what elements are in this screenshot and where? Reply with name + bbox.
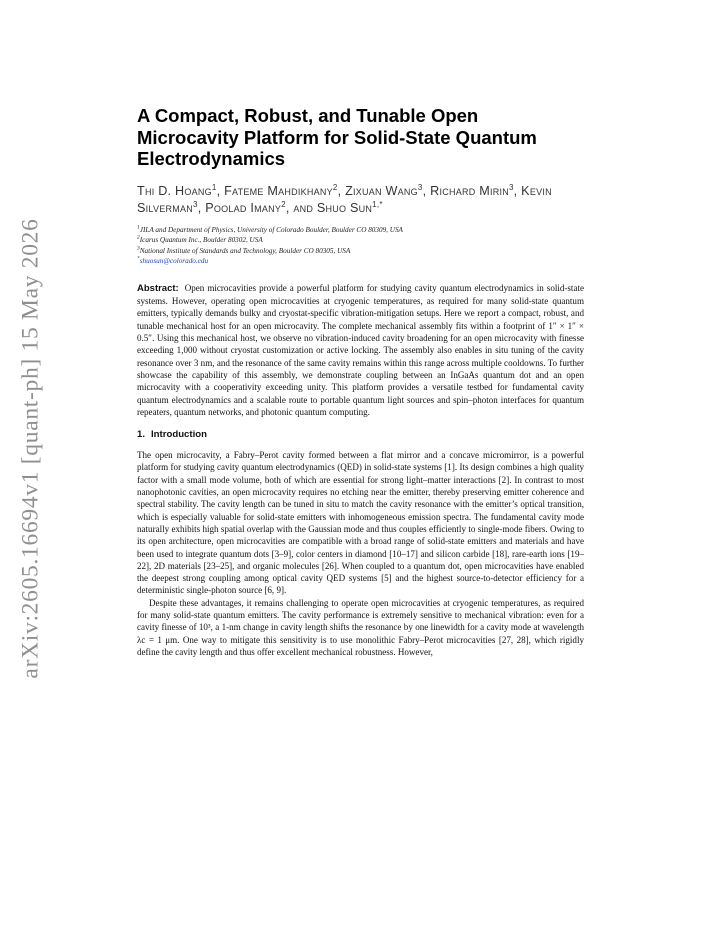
abstract (137, 282, 584, 418)
abstract-text: Open microcavities provide a powerful platform for studying cavity quantum electrodynamics in solid-state systems. However, operating open microcavities at cryogenic temperatures, as required for many solid-state quantum emitters, typically demands bulky and cryostat-specific vibration-mitigation setups. Here we report a compact, robust, and tunable mechanical host for an open microcavity. The complete mechanical assembly fits within a footprint of 1″ × 1″ × 0.5″. Using this mechanical host, we observe no vibration-induced cavity broadening for an open microcavity with finesse exceeding 1,000 without cryostat customization or active locking. The assembly also enables in situ tuning of the cavity resonance over 3 nm, and the resonance of the same cavity remains within this range across multiple cooldowns. To further showcase the capability of this assembly, we demonstrate coupling between an InGaAs quantum dot and an open microcavity with a cooperativity exceeding unity. This platform provides a versatile testbed for fundamental cavity quantum electrodynamics and a scalable route to portable quantum light sources and spin–photon interfaces for quantum repeaters, quantum networks, and photonic quantum computing. (137, 282, 584, 417)
author-name: Richard Mirin (430, 183, 509, 198)
title-line: Electrodynamics (137, 148, 286, 169)
body-paragraph: Despite these advantages, it remains challenging to operate open microcavities at cryogenic temperatures, as required for many solid-state quantum emitters. The cavity performance is extremely sensitive to mechanical vibration: even for a cavity finesse of 10³, a 1-nm change in cavity length shifts the resonance by one linewidth for a cavity mode at wavelength λc = 1 μm. One way to mitigate this sensitivity is to use monolithic Fabry–Perot microcavities [27, 28], which rigidly define the cavity length and thus offer excellent mechanical robustness. However, (137, 597, 584, 657)
author-affiliation-mark: 3 (417, 182, 423, 192)
author-name: Thi D. Hoang (137, 183, 212, 198)
author-name: Poolad Imany (205, 200, 282, 215)
author-affiliation-mark: 1,* (372, 199, 383, 209)
corresponding-email[interactable] (137, 256, 584, 267)
section-number: 1. (137, 429, 146, 441)
affiliation-text: National Institute of Standards and Technology, Boulder CO 80305, USA (139, 246, 351, 255)
affiliation-text: JILA and Department of Physics, University of Colorado Boulder, Boulder CO 80309, USA (139, 225, 403, 234)
affiliation-line (137, 235, 584, 246)
arxiv-side-stamp (8, 217, 54, 679)
author-affiliation-mark: 2 (281, 199, 286, 209)
title-line: A Compact, Robust, and Tunable Open (137, 105, 479, 126)
affiliation-text: Icarus Quantum Inc., Boulder 80302, USA (139, 236, 263, 245)
affiliation-line (137, 225, 584, 236)
section-title: Introduction (151, 429, 207, 441)
author-name: Shuo Sun (316, 200, 373, 215)
author-name: Kevin Silverman (137, 183, 552, 215)
author-affiliation-mark: 1 (211, 182, 217, 192)
author-affiliation-mark: 2 (332, 182, 338, 192)
affiliation-mark: * (137, 255, 140, 262)
arxiv-identifier: arXiv:2605.16694v1 [quant-ph] 15 May 2026 (17, 217, 44, 679)
body-paragraph: The open microcavity, a Fabry–Perot cavity formed between a flat mirror and a concave micromirror, is a powerful platform for studying cavity quantum electrodynamics (QED) in solid-state systems [1]. Its design combines a high quality factor with a small mode volume, both of which are essential for strong light–matter interactions [2]. In contrast to most nanophotonic cavities, an open microcavity requires no etching near the emitter, thereby preserving emitter coherence and spectral stability. The cavity length can be tuned in situ to match the cavity resonance with the emitter’s optical transition, which is especially valuable for solid-state emitters with inhomogeneous emission spectra. The fundamental cavity mode naturally exhibits high spatial overlap with the Gaussian mode and thus couples efficiently to single-mode fibers. Owing to its open architecture, open microcavities are compatible with a broad range of solid-state emitters and materials and have been used to integrate quantum dots [3–9], color centers in diamond [10–17] and silicon carbide [18], rare-earth ions [19–22], 2D materials [23–25], and organic molecules [26]. When coupled to a quantum dot, open microcavities have enabled the deepest strong coupling among optical cavity QED systems [5] and the highest source-to-detector efficiency for a deterministic single-photon source [6, 9]. (137, 450, 584, 596)
author-name: Zixuan Wang (345, 183, 418, 198)
paper-page (137, 105, 584, 658)
section-heading-introduction (137, 429, 584, 441)
paper-title (137, 105, 584, 170)
author-affiliation-mark: 3 (508, 182, 514, 192)
title-line: Microcavity Platform for Solid-State Quantum (137, 126, 537, 148)
author-affiliation-mark: 3 (193, 199, 198, 209)
author-list: Thi D. Hoang$^1$, Fateme Mahdikhany$^2$, Zixuan Wang$^3$, Richard Mirin$^3$, Kevin Silverman$^3$, Poolad Imany$^2$, and Shuo Sun$^{1,*}$ (137, 182, 552, 215)
affiliation-mark: 2 (137, 234, 140, 241)
affiliation-list (137, 225, 584, 267)
author-name: Fateme Mahdikhany (224, 183, 333, 198)
affiliation-text: shuosun@colorado.edu (139, 257, 209, 266)
affiliation-mark: 3 (137, 245, 140, 252)
affiliation-mark: 1 (137, 224, 140, 231)
affiliation-line (137, 246, 584, 257)
abstract-label: Abstract: (137, 282, 179, 294)
